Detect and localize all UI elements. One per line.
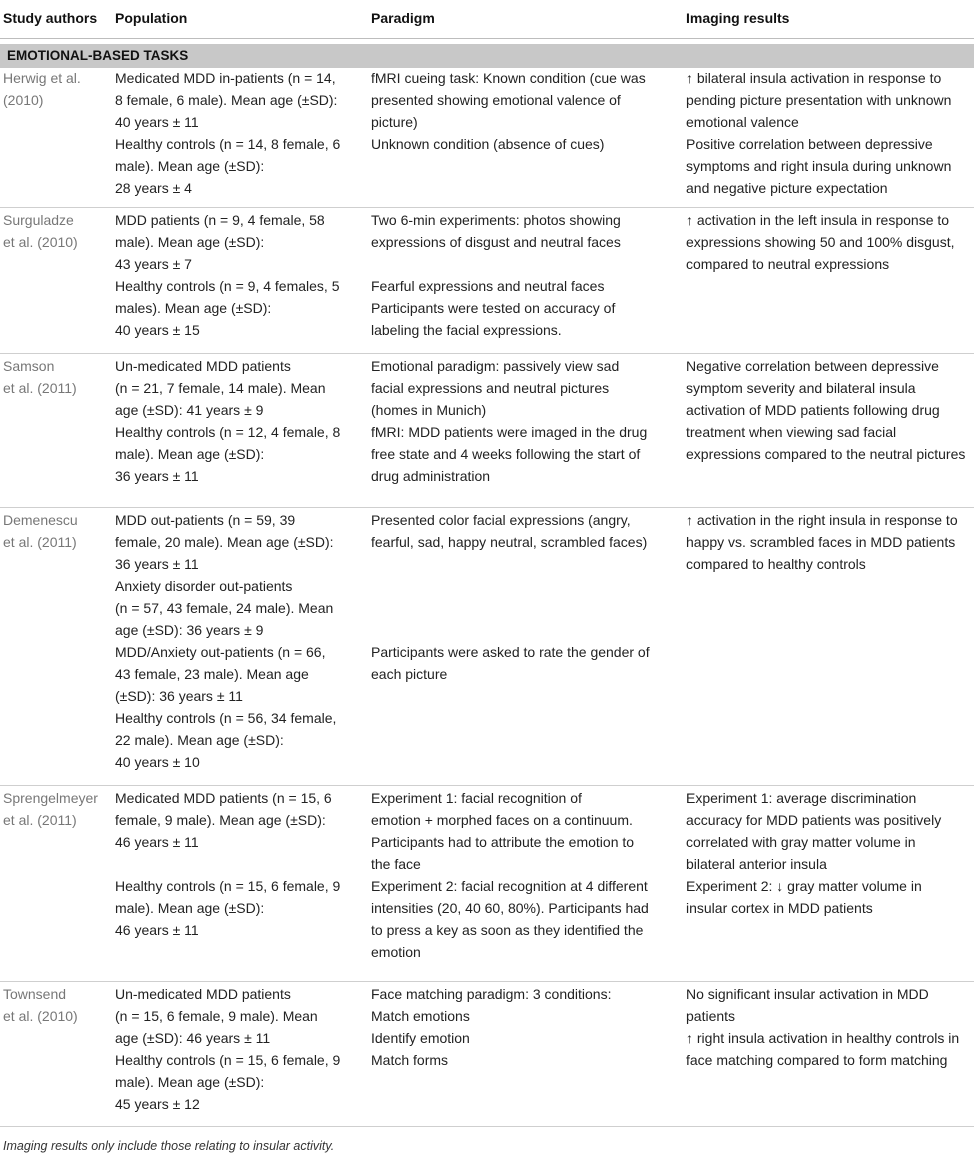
cell-authors (3, 67, 108, 111)
cell-line: Samson (3, 358, 55, 374)
cell-line: (n = 15, 6 female, 9 male). Mean (115, 1008, 318, 1024)
cell-line: 46 years ± 11 (115, 834, 199, 850)
cell-line: male). Mean age (±SD): (115, 158, 265, 174)
cell-line: Surguladze (3, 212, 74, 228)
cell-line: symptom severity and bilateral insula (686, 380, 916, 396)
cell-line: 45 years ± 12 (115, 1096, 200, 1112)
cell-line: 40 years ± 15 (115, 322, 200, 338)
cell-line: 22 male). Mean age (±SD): (115, 732, 284, 748)
cell-paradigm (371, 509, 671, 685)
cell-line: insular cortex in MDD patients (686, 900, 873, 916)
cell-line: 36 years ± 11 (115, 468, 199, 484)
cell-line (371, 575, 671, 597)
cell-imaging-results (686, 209, 974, 275)
cell-line: Experiment 1: facial recognition of (371, 790, 582, 806)
table-header (0, 0, 974, 39)
cell-line: 43 female, 23 male). Mean age (115, 666, 309, 682)
cell-line: Fearful expressions and neutral faces (371, 278, 605, 294)
cell-authors (3, 983, 108, 1027)
cell-line: male). Mean age (±SD): (115, 900, 265, 916)
cell-line: face matching compared to form matching (686, 1052, 948, 1068)
cell-line: patients (686, 1008, 736, 1024)
cell-line: emotional valence (686, 114, 799, 130)
cell-line: 36 years ± 11 (115, 556, 199, 572)
cell-line: male). Mean age (±SD): (115, 234, 265, 250)
cell-line: female, 9 male). Mean age (±SD): (115, 812, 326, 828)
cell-line: et al. (2011) (3, 534, 77, 550)
cell-line: fMRI cueing task: Known condition (cue was (371, 70, 646, 86)
cell-line: Identify emotion (371, 1030, 470, 1046)
cell-line: (n = 57, 43 female, 24 male). Mean (115, 600, 334, 616)
header-study-authors: Study authors (3, 10, 98, 26)
cell-line (115, 853, 360, 875)
cell-line: Townsend (3, 986, 67, 1002)
cell-line: 8 female, 6 male). Mean age (±SD): (115, 92, 338, 108)
cell-population (115, 355, 360, 487)
cell-line: Medicated MDD in-patients (n = 14, (115, 70, 336, 86)
cell-line: treatment when viewing sad facial (686, 424, 897, 440)
cell-line: correlated with gray matter volume in (686, 834, 916, 850)
header-imaging-results: Imaging results (686, 10, 790, 26)
cell-line: Experiment 2: facial recognition at 4 different (371, 878, 648, 894)
cell-line: fearful, sad, happy neutral, scrambled faces) (371, 534, 648, 550)
cell-authors (3, 355, 108, 399)
cell-line: emotion (371, 944, 421, 960)
cell-imaging-results (686, 355, 974, 465)
cell-line: et al. (2011) (3, 812, 77, 828)
row-divider (0, 981, 974, 982)
cell-line: 43 years ± 7 (115, 256, 192, 272)
cell-population (115, 209, 360, 341)
cell-line: Medicated MDD patients (n = 15, 6 (115, 790, 332, 806)
row-divider (0, 1126, 974, 1127)
cell-line: picture) (371, 114, 418, 130)
row-divider (0, 507, 974, 508)
cell-imaging-results (686, 983, 974, 1071)
cell-population (115, 509, 360, 773)
cell-line: to press a key as soon as they identified the (371, 922, 644, 938)
cell-line: facial expressions and neutral pictures (371, 380, 610, 396)
cell-paradigm (371, 787, 671, 963)
table-footnote: Imaging results only include those relating to insular activity. (3, 1139, 335, 1153)
cell-line: Herwig et al. (3, 70, 81, 86)
cell-line: expressions showing 50 and 100% disgust, (686, 234, 955, 250)
cell-paradigm (371, 983, 671, 1071)
cell-line: Presented color facial expressions (angry, (371, 512, 631, 528)
cell-line: 40 years ± 11 (115, 114, 199, 130)
cell-line: (2010) (3, 92, 44, 108)
cell-line: MDD/Anxiety out-patients (n = 66, (115, 644, 326, 660)
cell-line: Experiment 1: average discrimination (686, 790, 917, 806)
cell-authors (3, 509, 108, 553)
cell-line: male). Mean age (±SD): (115, 446, 265, 462)
cell-line: Participants were tested on accuracy of (371, 300, 616, 316)
cell-line: 28 years ± 4 (115, 180, 192, 196)
cell-line: Sprengelmeyer (3, 790, 98, 806)
row-divider (0, 785, 974, 786)
table-row (0, 67, 974, 208)
cell-paradigm (371, 209, 671, 341)
cell-line: et al. (2010) (3, 234, 78, 250)
row-divider (0, 353, 974, 354)
cell-line: Positive correlation between depressive (686, 136, 933, 152)
cell-line: Participants were asked to rate the gender of (371, 644, 650, 660)
cell-line: (homes in Munich) (371, 402, 487, 418)
cell-imaging-results (686, 67, 974, 199)
header-population: Population (115, 10, 188, 26)
cell-line: compared to neutral expressions (686, 256, 890, 272)
cell-line: ↑ activation in the left insula in response to (686, 212, 950, 228)
cell-line: Un-medicated MDD patients (115, 358, 291, 374)
section-header (0, 44, 974, 68)
cell-line: drug administration (371, 468, 491, 484)
cell-line: age (±SD): 36 years ± 9 (115, 622, 264, 638)
cell-line: Healthy controls (n = 15, 6 female, 9 (115, 878, 341, 894)
cell-line: presented showing emotional valence of (371, 92, 621, 108)
table-row (0, 355, 974, 508)
cell-population (115, 67, 360, 199)
cell-line: (±SD): 36 years ± 11 (115, 688, 243, 704)
cell-line: free state and 4 weeks following the start of (371, 446, 641, 462)
cell-line: and negative picture expectation (686, 180, 888, 196)
cell-line: Negative correlation between depressive (686, 358, 939, 374)
cell-line: Face matching paradigm: 3 conditions: (371, 986, 612, 1002)
cell-line: the face (371, 856, 421, 872)
cell-line: labeling the facial expressions. (371, 322, 562, 338)
cell-line (371, 253, 671, 275)
cell-line: No significant insular activation in MDD (686, 986, 929, 1002)
cell-line: Healthy controls (n = 12, 4 female, 8 (115, 424, 341, 440)
row-divider (0, 207, 974, 208)
cell-authors (3, 787, 108, 831)
cell-line: ↑ right insula activation in healthy controls in (686, 1030, 960, 1046)
cell-line: MDD out-patients (n = 59, 39 (115, 512, 296, 528)
cell-line: Healthy controls (n = 9, 4 females, 5 (115, 278, 340, 294)
cell-line: Two 6-min experiments: photos showing (371, 212, 621, 228)
cell-line: female, 20 male). Mean age (±SD): (115, 534, 334, 550)
cell-line: Participants had to attribute the emotion to (371, 834, 635, 850)
cell-line: symptoms and right insula during unknown (686, 158, 952, 174)
cell-line: Anxiety disorder out-patients (115, 578, 293, 594)
cell-line: each picture (371, 666, 448, 682)
cell-line: Healthy controls (n = 14, 8 female, 6 (115, 136, 341, 152)
cell-line: emotion + morphed faces on a continuum. (371, 812, 633, 828)
table-row (0, 787, 974, 982)
cell-line: MDD patients (n = 9, 4 female, 58 (115, 212, 325, 228)
cell-line: male). Mean age (±SD): (115, 1074, 265, 1090)
cell-line (371, 619, 671, 641)
cell-line: intensities (20, 40 60, 80%). Participants had (371, 900, 649, 916)
table-row (0, 509, 974, 786)
cell-paradigm (371, 67, 671, 155)
cell-line: age (±SD): 46 years ± 11 (115, 1030, 271, 1046)
cell-line: et al. (2010) (3, 1008, 78, 1024)
cell-line: Experiment 2: ↓ gray matter volume in (686, 878, 922, 894)
header-paradigm: Paradigm (371, 10, 435, 26)
cell-imaging-results (686, 787, 974, 919)
cell-line: males). Mean age (±SD): (115, 300, 272, 316)
cell-authors (3, 209, 108, 253)
cell-imaging-results (686, 509, 974, 575)
section-title: EMOTIONAL-BASED TASKS (7, 48, 189, 63)
cell-line: compared to healthy controls (686, 556, 866, 572)
cell-line: Un-medicated MDD patients (115, 986, 291, 1002)
cell-line: ↑ activation in the right insula in response to (686, 512, 958, 528)
cell-line: age (±SD): 41 years ± 9 (115, 402, 264, 418)
cell-population (115, 983, 360, 1115)
cell-line: 46 years ± 11 (115, 922, 199, 938)
cell-line: Healthy controls (n = 56, 34 female, (115, 710, 337, 726)
cell-line: et al. (2011) (3, 380, 77, 396)
table-row (0, 983, 974, 1127)
cell-line: Emotional paradigm: passively view sad (371, 358, 620, 374)
cell-line: fMRI: MDD patients were imaged in the drug (371, 424, 648, 440)
cell-line: bilateral anterior insula (686, 856, 827, 872)
cell-line: accuracy for MDD patients was positively (686, 812, 942, 828)
cell-line: Healthy controls (n = 15, 6 female, 9 (115, 1052, 341, 1068)
cell-line: pending picture presentation with unknown (686, 92, 952, 108)
cell-line: Match emotions (371, 1008, 470, 1024)
cell-line: Unknown condition (absence of cues) (371, 136, 605, 152)
cell-line: Match forms (371, 1052, 449, 1068)
table-row (0, 209, 974, 354)
cell-line: ↑ bilateral insula activation in response to (686, 70, 942, 86)
cell-line: happy vs. scrambled faces in MDD patients (686, 534, 956, 550)
cell-line: expressions compared to the neutral pictures (686, 446, 966, 462)
cell-line (371, 597, 671, 619)
cell-line (371, 553, 671, 575)
cell-population (115, 787, 360, 941)
cell-line: (n = 21, 7 female, 14 male). Mean (115, 380, 326, 396)
cell-line: Demenescu (3, 512, 78, 528)
cell-paradigm (371, 355, 671, 487)
cell-line: 40 years ± 10 (115, 754, 200, 770)
cell-line: expressions of disgust and neutral faces (371, 234, 621, 250)
cell-line: activation of MDD patients following drug (686, 402, 940, 418)
